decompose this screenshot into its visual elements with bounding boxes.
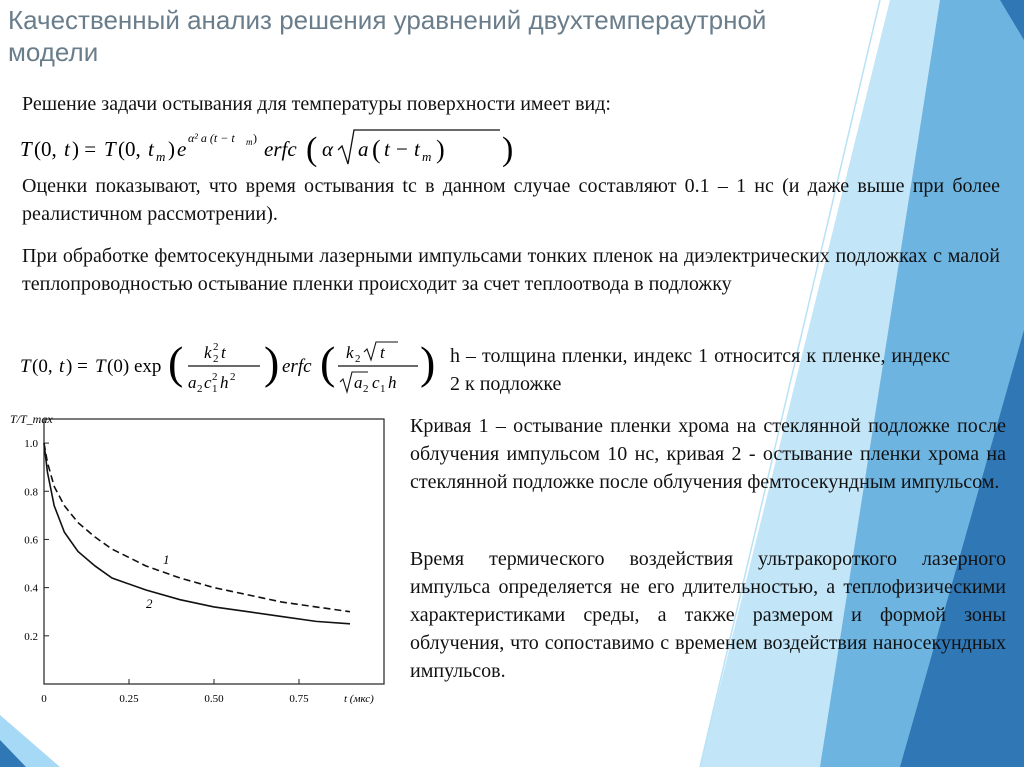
intro-text: Решение задачи остывания для температуры поверхности имеет вид: — [22, 93, 611, 115]
slide-title: Качественный анализ решения уравнений двухтемпераутрной модели — [8, 5, 767, 67]
svg-text:1: 1 — [212, 383, 218, 395]
svg-text:) =: ) = — [66, 356, 88, 377]
series-1-line — [44, 443, 350, 612]
svg-text:2: 2 — [212, 371, 218, 383]
thickness-note: h – толщина пленки, индекс 1 относится к пленке, индекс 2 к подложке — [450, 345, 950, 395]
svg-text:): ) — [436, 135, 445, 164]
svg-text:): ) — [502, 131, 514, 168]
surface-temperature-formula — [20, 124, 520, 174]
svg-text:α² a (t − t: α² a (t − t — [188, 131, 235, 145]
svg-text:e: e — [177, 137, 187, 161]
svg-text:m: m — [156, 149, 166, 164]
svg-text:α: α — [322, 137, 334, 161]
svg-text:): ) — [264, 337, 280, 388]
y-tick-label: 0.4 — [24, 582, 38, 595]
svg-text:(: ( — [372, 135, 381, 164]
svg-text:−: − — [396, 137, 408, 161]
svg-text:c: c — [204, 373, 212, 392]
svg-text:t: t — [59, 356, 65, 377]
y-tick-label: 0.8 — [24, 486, 38, 499]
curve-label-2: 2 — [146, 596, 153, 612]
svg-text:2: 2 — [230, 371, 236, 383]
svg-text:T: T — [20, 137, 32, 161]
svg-text:a: a — [354, 373, 363, 392]
svg-text:): ) — [253, 131, 257, 145]
estimate-text: Оценки показывают, что время остывания tc в данном случае составляют 0.1 – 1 нс (и даже выше при более реалистичном рассмотрении). — [22, 175, 1000, 225]
svg-text:t: t — [64, 137, 70, 161]
svg-text:2: 2 — [197, 383, 203, 395]
svg-text:2: 2 — [355, 353, 361, 365]
plot-frame — [44, 419, 384, 684]
svg-text:(: ( — [168, 337, 184, 388]
svg-text:c: c — [372, 373, 380, 392]
curve-label-1: 1 — [163, 551, 170, 567]
svg-text:(0,: (0, — [34, 137, 57, 161]
svg-text:2: 2 — [213, 341, 219, 353]
film-cooling-formula — [20, 330, 440, 406]
svg-text:1: 1 — [380, 383, 386, 395]
svg-text:(0,: (0, — [118, 137, 141, 161]
svg-text:(0,: (0, — [32, 356, 53, 377]
svg-text:a: a — [358, 137, 369, 161]
y-tick-label: 0.2 — [24, 630, 38, 643]
svg-text:k: k — [204, 343, 212, 362]
svg-text:2: 2 — [363, 383, 369, 395]
svg-text:2: 2 — [213, 353, 219, 365]
svg-text:k: k — [346, 343, 354, 362]
cooling-curves-chart — [8, 405, 398, 707]
svg-text:T: T — [20, 356, 31, 377]
svg-text:T: T — [104, 137, 116, 161]
y-axis-label: T/T_max — [10, 412, 53, 426]
svg-text:h: h — [388, 373, 397, 392]
x-tick-label: 0 — [41, 693, 47, 705]
svg-text:t: t — [148, 137, 154, 161]
svg-text:): ) — [168, 137, 175, 161]
y-tick-label: 1.0 — [24, 438, 38, 451]
svg-text:) =: ) = — [72, 137, 97, 161]
svg-text:m: m — [246, 137, 253, 147]
x-tick-label: 0.50 — [204, 693, 224, 705]
svg-text:t: t — [384, 137, 390, 161]
x-tick-label: 0.75 — [289, 693, 309, 705]
svg-text:(: ( — [306, 131, 318, 168]
svg-text:): ) — [420, 337, 436, 388]
svg-text:(: ( — [320, 337, 336, 388]
y-tick-label: 0.6 — [24, 534, 38, 547]
impact-time-text: Время термического воздействия ультракороткого лазерного импульса определяется не его длительностью, а теплофизическими характеристиками среды, а также размером и формой зоны облучения, что сопоставимо с временем воздействия наносекундных импульсов. — [410, 548, 1006, 682]
svg-text:t: t — [221, 343, 226, 362]
femto-text: При обработке фемтосекундными лазерными импульсами тонких пленок на диэлектрических подложках с малой теплопроводностью остывание пленки происходит за счет теплоотвода в подложку — [22, 245, 1000, 295]
x-tick-label: 0.25 — [119, 693, 139, 705]
svg-text:t: t — [414, 137, 420, 161]
svg-text:a: a — [188, 373, 197, 392]
x-axis-label: t (мкс) — [344, 693, 374, 705]
svg-text:(0): (0) — [107, 356, 130, 377]
svg-text:exp: exp — [134, 356, 162, 377]
svg-text:t: t — [380, 343, 385, 362]
svg-text:erfc: erfc — [264, 137, 297, 161]
svg-text:h: h — [220, 373, 229, 392]
svg-text:erfc: erfc — [282, 356, 312, 377]
curve-description: Кривая 1 – остывание пленки хрома на стеклянной подложке после облучения импульсом 10 нс, кривая 2 - остывание пленки хрома на стеклянной подложке после облучения фемтосекундным импульсом. — [410, 415, 1006, 493]
svg-text:T: T — [95, 356, 106, 377]
svg-text:m: m — [422, 149, 432, 164]
